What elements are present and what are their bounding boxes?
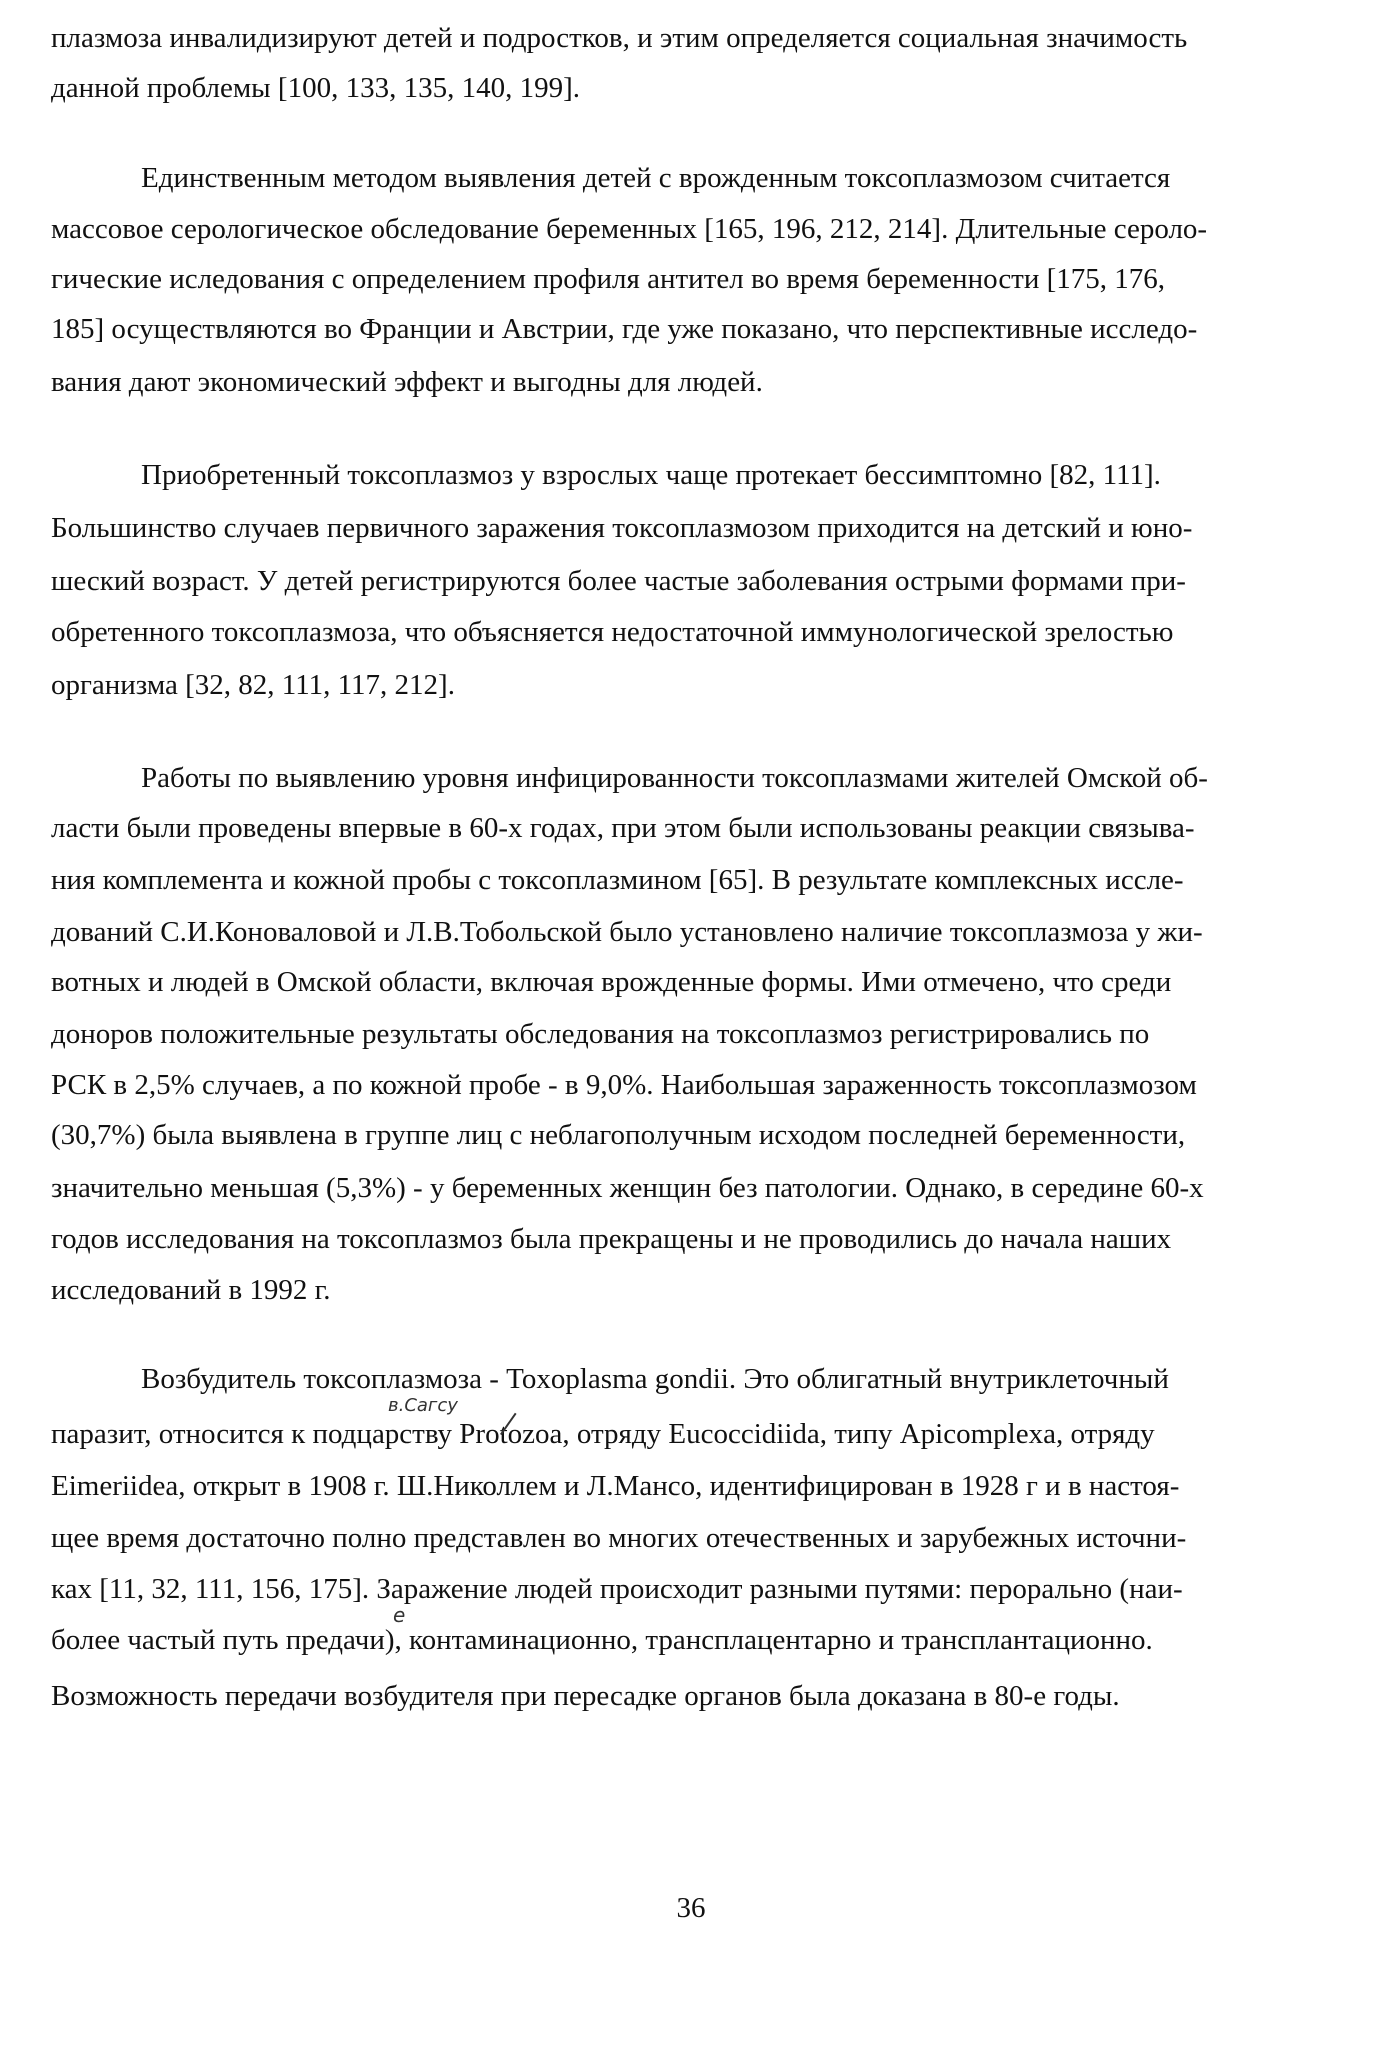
text-line xyxy=(0,259,1382,299)
text-line xyxy=(0,1115,1382,1155)
line-text: (30,7%) была выявлена в группе лиц с неблагополучным исходом последней беременности, xyxy=(51,1119,1186,1151)
text-line xyxy=(0,1359,1382,1399)
line-text: годов исследования на токсоплазмоз была прекращены и не проводились до начала наших xyxy=(51,1223,1172,1255)
page-number: 36 xyxy=(676,1892,706,1924)
text-line xyxy=(0,1168,1382,1208)
text-line xyxy=(0,912,1382,952)
line-text: щее время достаточно полно представлен во многих отечественных и зарубежных источни- xyxy=(51,1522,1187,1554)
line-text: вания дают экономический эффект и выгодны для людей. xyxy=(51,366,763,398)
line-text: 185] осуществляются во Франции и Австрии, где уже показано, что перспективные исследо- xyxy=(51,313,1198,345)
line-text: данной проблемы [100, 133, 135, 140, 199]. xyxy=(51,72,580,104)
line-text: Большинство случаев первичного заражения токсоплазмозом приходится на детский и юно- xyxy=(51,512,1193,544)
text-line xyxy=(0,1518,1382,1558)
text-line xyxy=(0,362,1382,402)
line-text: РСК в 2,5% случаев, а по кожной пробе - в 9,0%. Наибольшая зараженность токсоплазмозом xyxy=(51,1069,1197,1101)
text-line xyxy=(0,860,1382,900)
line-text: вотных и людей в Омской области, включая врожденные формы. Ими отмечено, что среди xyxy=(51,966,1172,998)
line-text: ласти были проведены впервые в 60-х годах, при этом были использованы реакции связыва- xyxy=(51,812,1195,844)
text-line xyxy=(0,309,1382,349)
line-text: Приобретенный токсоплазмоз у взрослых чаще протекает бессимптомно [82, 111]. xyxy=(141,459,1161,491)
line-text: исследований в 1992 г. xyxy=(51,1274,331,1306)
text-line xyxy=(0,612,1382,652)
line-text: Работы по выявлению уровня инфицированности токсоплазмами жителей Омской об- xyxy=(141,762,1208,794)
text-line xyxy=(0,1620,1382,1660)
line-text: массовое серологическое обследование беременных [165, 196, 212, 214]. Длительные сероло- xyxy=(51,213,1208,245)
line-text: ках [11, 32, 111, 156, 175]. Заражение людей происходит разными путями: перорально (наи- xyxy=(51,1573,1183,1605)
text-line xyxy=(0,158,1382,198)
text-line xyxy=(0,1065,1382,1105)
text-line xyxy=(0,962,1382,1002)
text-line xyxy=(0,18,1382,58)
text-line xyxy=(0,1676,1382,1716)
text-line xyxy=(0,1466,1382,1506)
line-text: организма [32, 82, 111, 117, 212]. xyxy=(51,669,455,701)
text-line xyxy=(0,808,1382,848)
text-line xyxy=(0,1569,1382,1609)
text-line xyxy=(0,455,1382,495)
line-text: шеский возраст. У детей регистрируются более частые заболевания острыми формами при- xyxy=(51,565,1186,597)
line-text: Возможность передачи возбудителя при пересадке органов была доказана в 80-е годы. xyxy=(51,1680,1120,1712)
text-line xyxy=(0,508,1382,548)
line-text: плазмоза инвалидизируют детей и подростков, и этим определяется социальная значимость xyxy=(51,22,1188,54)
line-text: обретенного токсоплазмоза, что объясняется недостаточной иммунологической зрелостью xyxy=(51,616,1174,648)
line-text: более частый путь предачи), контаминационно, трансплацентарно и трансплантационно. xyxy=(51,1624,1153,1656)
line-text: ния комплемента и кожной пробы с токсоплазмином [65]. В результате комплексных иссле- xyxy=(51,864,1184,896)
text-line xyxy=(0,561,1382,601)
line-text: Возбудитель токсоплазмоза - Toxoplasma gondii. Это облигатный внутриклеточный xyxy=(141,1363,1169,1395)
line-text: дований С.И.Коноваловой и Л.В.Тобольской было установлено наличие токсоплазмоза у жи- xyxy=(51,916,1203,948)
line-text: значительно меньшая (5,3%) - у беременных женщин без патологии. Однако, в середине 60-х xyxy=(51,1172,1204,1204)
line-text: доноров положительные результаты обследования на токсоплазмоз регистрировались по xyxy=(51,1018,1150,1050)
line-text: Eimeriidea, открыт в 1908 г. Ш.Николлем и Л.Мансо, идентифицирован в 1928 г и в настоя- xyxy=(51,1470,1180,1502)
line-text: Единственным методом выявления детей с врожденным токсоплазмозом считается xyxy=(141,162,1171,194)
line-text: гические иследования с определением профиля антител во время беременности [175, 176, xyxy=(51,263,1166,295)
handwritten-note: в.Сагсу xyxy=(388,1395,458,1416)
text-line xyxy=(0,758,1382,798)
text-line xyxy=(0,665,1382,705)
text-line xyxy=(0,68,1382,108)
text-line xyxy=(0,1414,1382,1454)
text-line xyxy=(0,209,1382,249)
text-line xyxy=(0,1014,1382,1054)
line-text: паразит, относится к подцарству Protozoa, отряду Eucoccidiida, типу Apicomplexa, отряду xyxy=(51,1418,1155,1450)
handwritten-note: е xyxy=(393,1603,406,1627)
text-line xyxy=(0,1219,1382,1259)
text-line xyxy=(0,1270,1382,1310)
